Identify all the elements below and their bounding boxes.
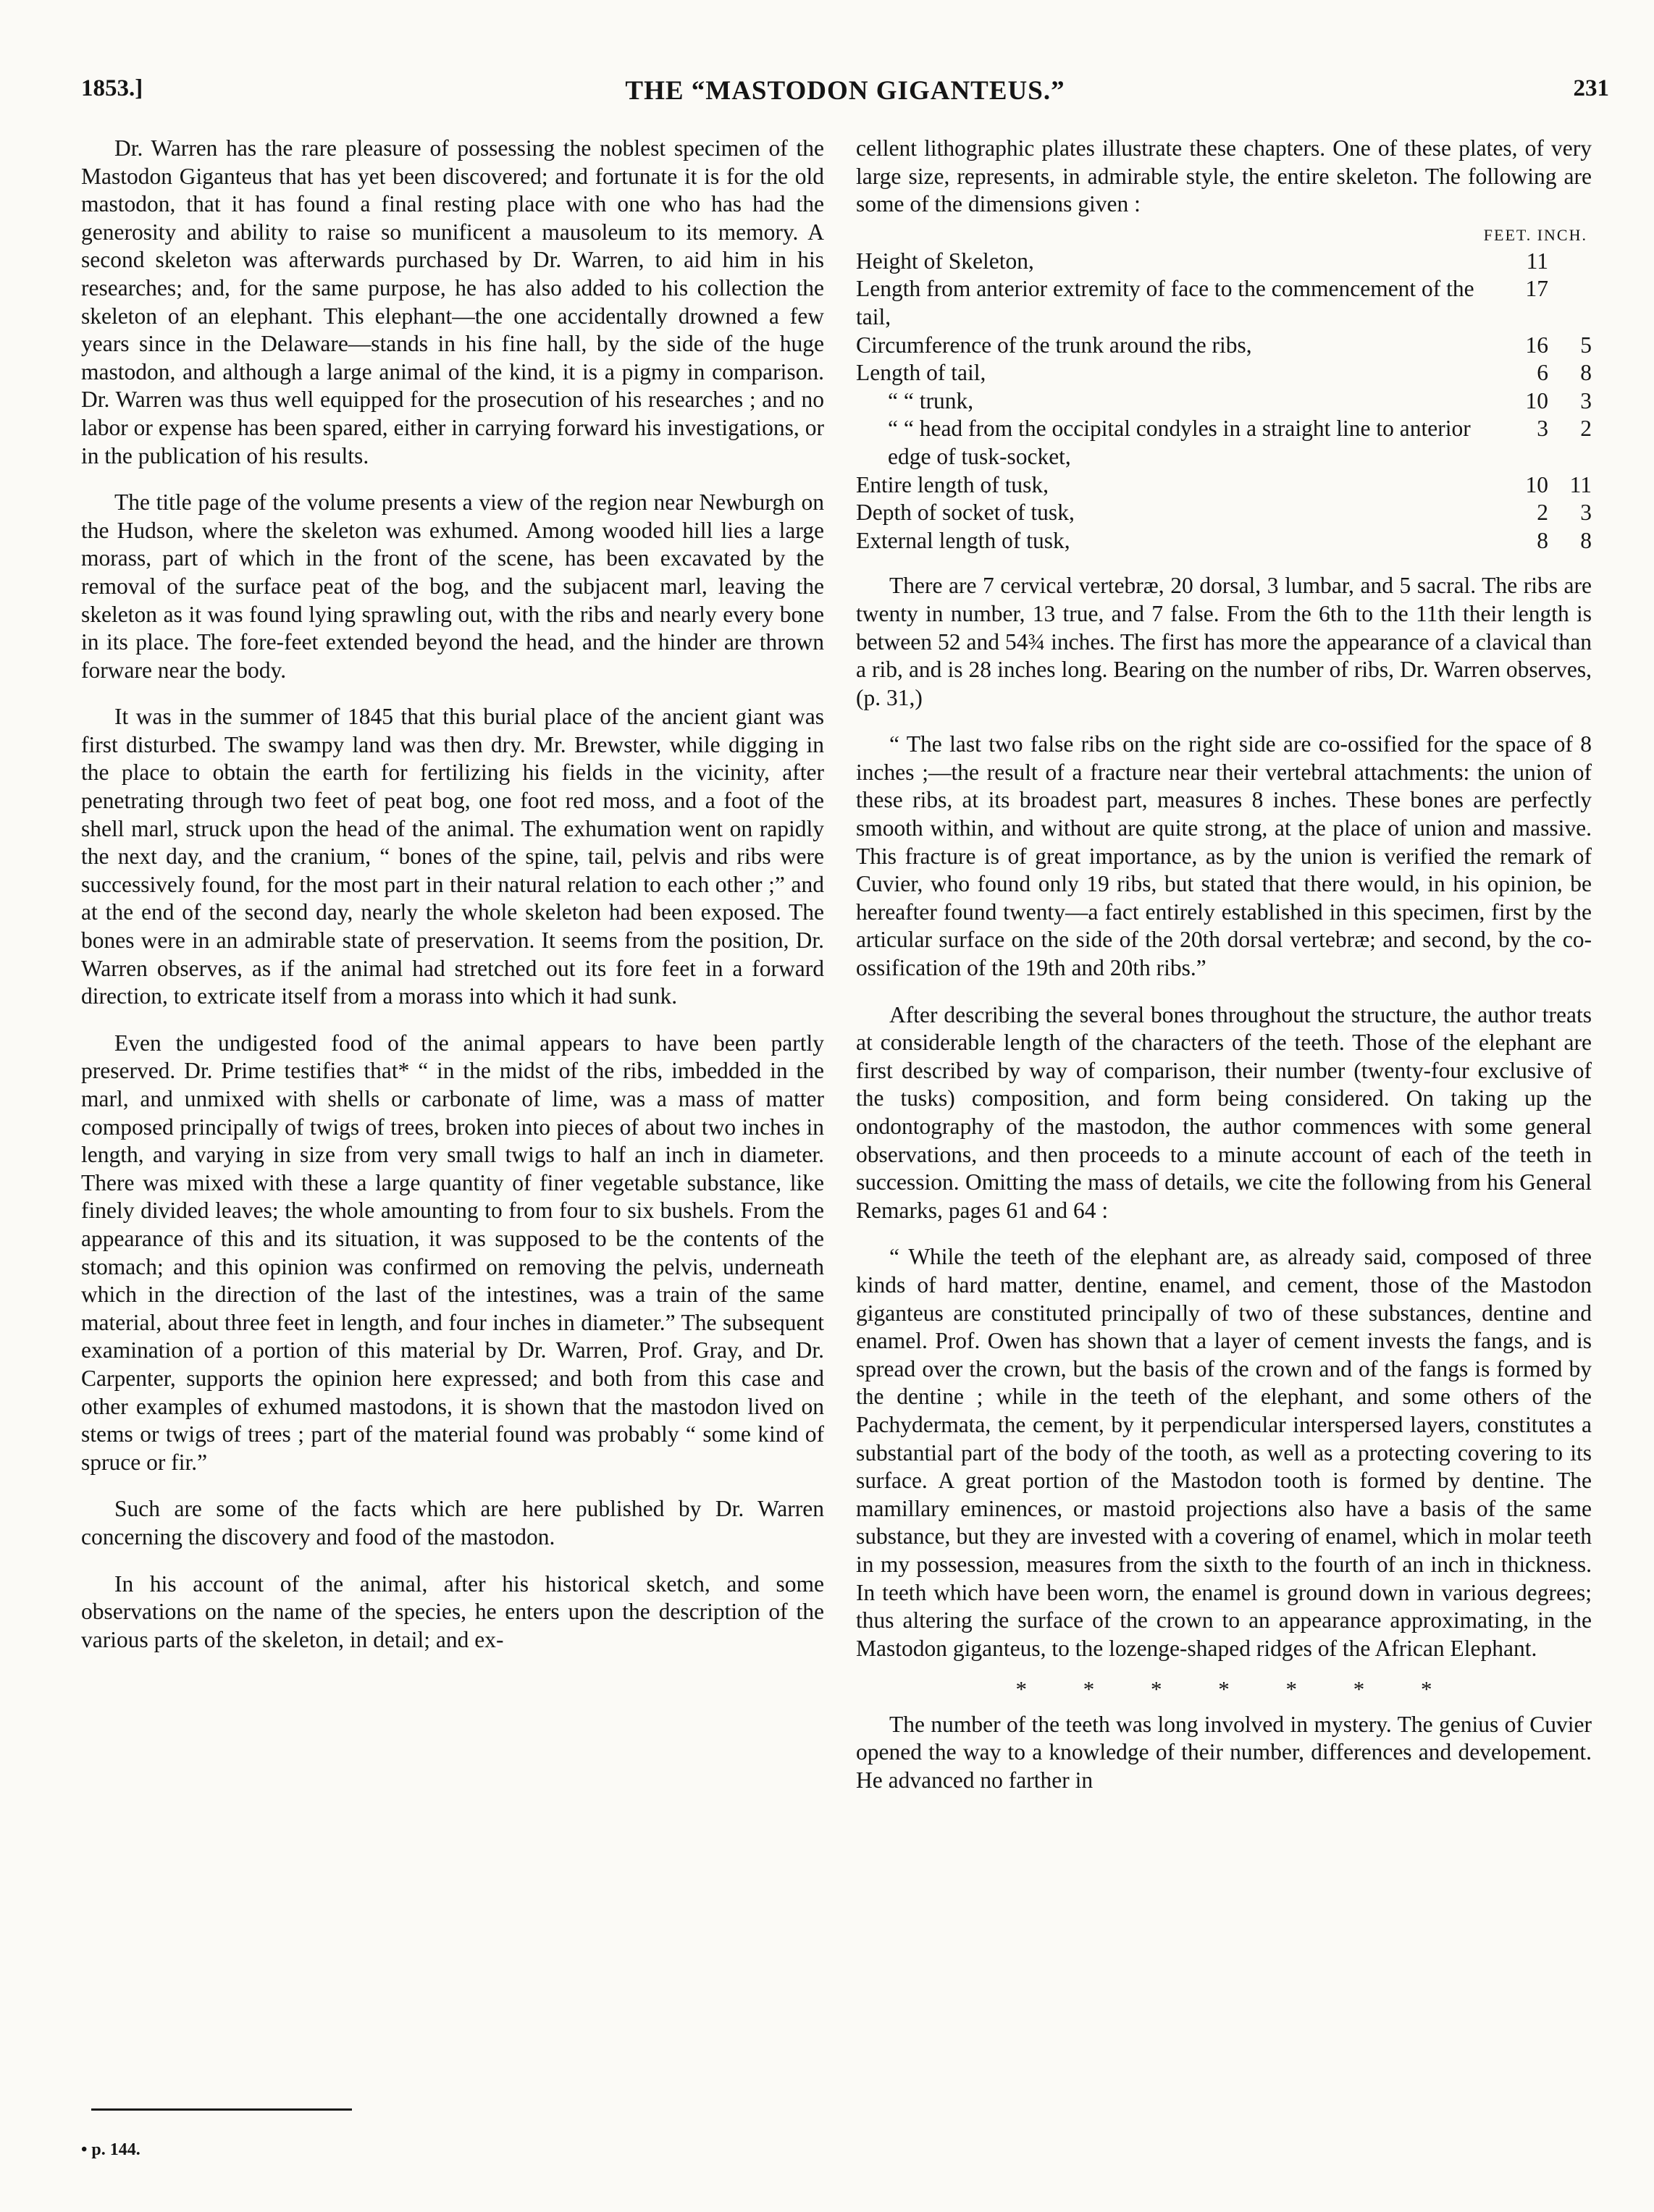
dimension-feet: 2 [1537,500,1548,526]
dimension-label: “ “ trunk, [888,387,974,413]
dimension-row [856,332,1592,360]
dimension-label: Depth of socket of tusk, [856,500,1075,526]
paragraph: In his account of the animal, after his historical sketch, and some observations on the name of the species, he enters upon the description of the various parts of the skeleton, in detail; and ex- [81,1570,824,1652]
dimension-label: External length of tusk, [856,527,1070,553]
dimension-feet: 10 [1525,471,1548,497]
dimension-inch: 8 [1580,360,1592,386]
dimension-row [856,275,1592,331]
header-page-number: 231 [1573,75,1609,101]
dimension-feet: 6 [1537,360,1548,386]
header-year: 1853.] [81,75,143,101]
paragraph: After describing the several bones throughout the structure, the author treats at considerable length of the characters of the teeth. Those of the elephant are first described by way of comparison, their number (twenty-four exclusive of the tusks) composition, and form being considered. On taking up the ondontography of the mastodon, the author commences with some general observations, and then proceeds to a minute account of each of the teeth in succession. Omitting the mass of details, we cite the following from his General Remarks, pages 61 and 64 : [856,1001,1592,1223]
dimension-inch: 11 [1569,471,1592,497]
paragraph: Dr. Warren has the rare pleasure of possessing the noblest specimen of the Mastodon Giganteus that has yet been discovered; and fortunate it is for the old mastodon, that it has found a final resting place with one who has had the generosity and ability to raise so munificent a mausoleum to its memory. A second skeleton was afterwards purchased by Dr. Warren, to aid him in his researches; and, for the same purpose, he has also added to his collection the skeleton of an elephant. This elephant—the one accidentally drowned a few years since in the Delaware—stands in his fine hall, by the side of the huge mastodon, and although a large animal of the kind, it is a pigmy in comparison. Dr. Warren was thus well equipped for the prosecution of his researches ; and no labor or expense has been spared, either in carrying forward his investigations, or in the publication of his results. [81,135,824,468]
quotation: “ While the teeth of the elephant are, as already said, composed of three kinds of hard matter, dentine, enamel, and cement, those of the Mastodon giganteus are constituted principally of two of these substances, dentine and enamel. Prof. Owen has shown that a layer of cement invests the fangs, and is spread over the crown, but the basis of the crown and of the fangs is formed by the dentine ; while in the teeth of the elephant, and some others of the Pachydermata, the cement, by it perpendicular interspersed layers, constitutes a substantial part of the body of the tooth, as well as a protecting covering to its surface. A great portion of the Mastodon tooth is formed by dentine. The mamillary eminences, or mastoid projections also have a basis of the same substance, but they are invested with a covering of enamel, which in molar teeth in my possession, measures from the sixth to the fourth of an inch in thickness. In teeth which have been worn, the enamel is ground down in various degrees; thus altering the surface of the crown to an appearance approximating, in the Mastodon giganteus, to the lozenge-shaped ridges of the African Elephant. [856,1244,1592,1661]
dimension-row [856,415,1592,471]
paragraph: Such are some of the facts which are here published by Dr. Warren concerning the discovery and food of the mastodon. [81,1496,824,1549]
paragraph: There are 7 cervical vertebræ, 20 dorsal, 3 lumbar, and 5 sacral. The ribs are twenty in number, 13 true, and 7 false. From the 6th to the 11th their length is between 52 and 54¾ inches. The first has more the appearance of a clavical than a rib, and is 28 inches long. Bearing on the number of ribs, Dr. Warren observes, (p. 31,) [856,573,1592,710]
dimensions-rows [856,248,1592,555]
dimension-row [856,471,1592,500]
right-column [856,135,1592,1814]
dimension-label: Length of tail, [856,360,986,386]
paragraph: The title page of the volume presents a view of the region near Newburgh on the Hudson, where the skeleton was exhumed. Among wooded hill lies a large morass, part of which in the front of the scene, has been excavated by the removal of the surface peat of the bog, and the subjacent marl, leaving the skeleton as it was found lying sprawling out, with the ribs and nearly every bone in its place. The fore-feet extended beyond the head, and the hinder are thrown forware near the body. [81,489,824,683]
dimensions-table [856,223,1592,555]
paragraph: Even the undigested food of the animal appears to have been partly preserved. Dr. Prime testifies that* “ in the midst of the ribs, imbedded in the marl, and unmixed with shells or carbonate of lime, was a mass of matter composed principally of twigs of trees, broken into pieces of about two inches in length, and varying in size from very small twigs to half an inch in diameter. There was mixed with these a large quantity of finer vegetable substance, like finely divided leaves; the whole amounting to from four to six bushels. From the appearance of this and its situation, it was supposed to be the contents of the stomach; and this opinion was confirmed on removing the pelvis, underneath which in the direction of the last of the intestines, was a train of the same material, about three feet in length, and four inches in diameter.” The subsequent examination of a portion of this material by Dr. Warren, Prof. Gray, and Dr. Carpenter, supports the opinion here expressed; and both from this case and other examples of exhumed mastodons, it is shown that the mastodon lived on stems or twigs of trees ; part of the material found was probably “ some kind of spruce or fir.” [81,1030,824,1475]
dimension-inch: 5 [1580,332,1592,358]
dimension-row [856,248,1592,276]
section-stars: * * * * * * * [1015,1676,1432,1702]
dimension-row [856,359,1592,387]
footnote-rule [91,2108,352,2111]
dimension-feet: 17 [1525,276,1548,302]
dimension-inch: 3 [1580,500,1592,526]
footnote: • p. 144. [81,2140,140,2159]
paragraph: It was in the summer of 1845 that this burial place of the ancient giant was first disturbed. The swampy land was then dry. Mr. Brewster, while digging in the place to obtain the earth for fertilizing his fields in the vicinity, after penetrating through two feet of peat bog, one foot red moss, and a foot of the shell marl, struck upon the head of the animal. The exhumation went on rapidly the next day, and the cranium, “ bones of the spine, tail, pelvis and ribs were successively found, for the most part in their natural relation to each other ;” and at the end of the second day, nearly the whole skeleton had been exposed. The bones were in an admirable state of preservation. It seems from the position, Dr. Warren observes, as if the animal had stretched out its fore feet in a forward direction, to extricate itself from a morass into which it had sunk. [81,704,824,1009]
dimension-label: Circumference of the trunk around the ribs, [856,332,1252,358]
dimension-feet: 11 [1526,248,1548,274]
dimension-inch: 2 [1580,416,1592,442]
dimensions-header: FEET. INCH. [1483,225,1587,244]
paragraph: The number of the teeth was long involved in mystery. The genius of Cuvier opened the way to a knowledge of their number, differences and developement. He advanced no farther in [856,1711,1592,1793]
dimension-feet: 10 [1525,387,1548,413]
quotation: “ The last two false ribs on the right side are co-ossified for the space of 8 inches ;—the result of a fracture near their vertebral attachments: the union of these ribs, at its broadest part, measures 8 inches. These bones are perfectly smooth within, and without are quite strong, at the place of union and massive. This fracture is of great importance, as by the union is verified the remark of Cuvier, who found only 19 ribs, but stated that there would, in his opinion, be hereafter found twenty—a fact entirely established in this specimen, first by the articular surface on the side of the 20th dorsal vertebræ; and second, by the co-ossification of the 19th and 20th ribs.” [856,731,1592,981]
dimension-label: Length from anterior extremity of face to the commencement of the tail, [856,276,1474,329]
dimension-label: “ “ head from the occipital condyles in a straight line to anterior edge of tusk-socket, [888,416,1471,469]
dimension-feet: 16 [1525,332,1548,358]
dimension-row [856,527,1592,555]
paragraph: cellent lithographic plates illustrate these chapters. One of these plates, of very large size, represents, in admirable style, the entire skeleton. The following are some of the dimensions given : [856,135,1592,217]
running-header [81,75,1609,119]
header-title: THE “MASTODON GIGANTEUS.” [625,76,1065,106]
left-column [81,135,824,1673]
dimension-label: Height of Skeleton, [856,248,1034,274]
dimension-row [856,499,1592,527]
dimension-inch: 3 [1580,387,1592,413]
dimension-inch: 8 [1580,527,1592,553]
dimension-feet: 3 [1537,416,1548,442]
dimension-feet: 8 [1537,527,1548,553]
dimension-label: Entire length of tusk, [856,471,1049,497]
dimension-row [856,387,1592,416]
